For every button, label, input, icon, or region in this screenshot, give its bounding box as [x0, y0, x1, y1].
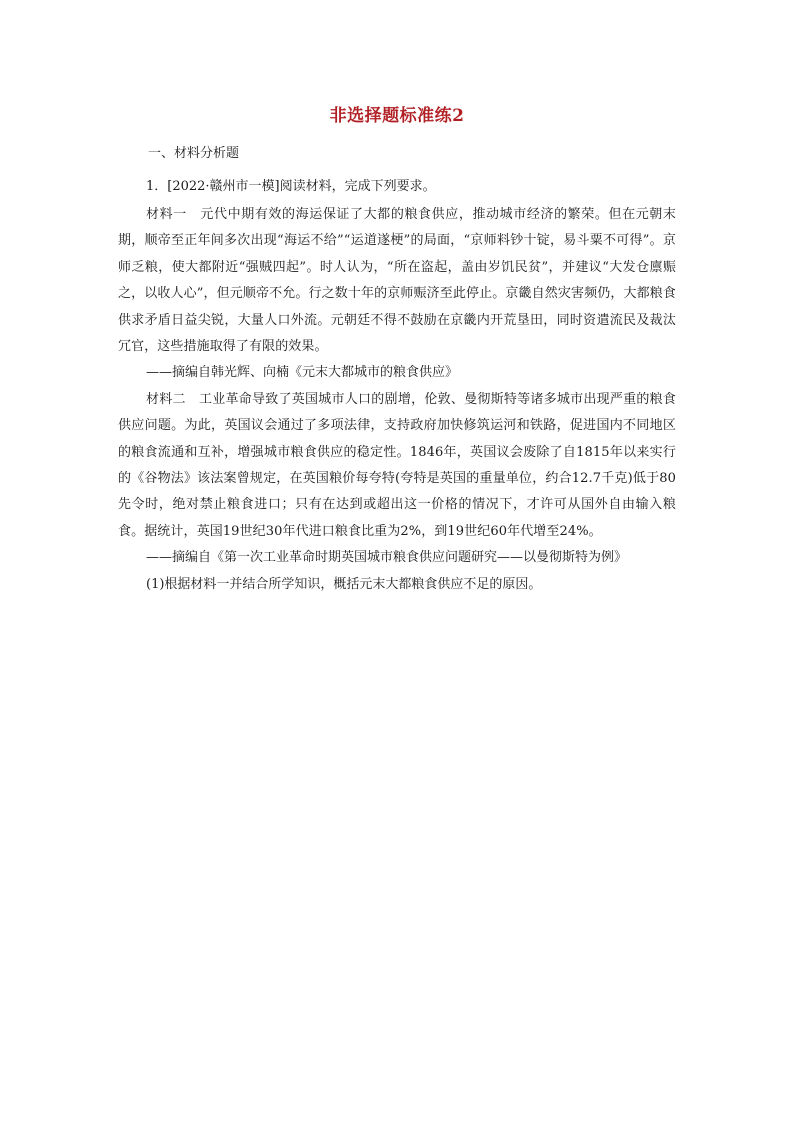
question-intro: 1．[2022·赣州市一模]阅读材料，完成下列要求。: [146, 179, 436, 194]
section-heading: 一、材料分析题: [148, 146, 240, 161]
material-one: 材料一 元代中期有效的海运保证了大都的粮食供应，推动城市经济的繁荣。但在元朝末期，顺帝至正年间多次出现“海运不给”“运道遂梗”的局面，“京师料钞十锭，易斗粟不可得”。京师乏粮，使大都附近“强贼四起”。时人认为，“所在盗起，盖由岁饥民贫”，并建议“大发仓廪赈之，以收人心”，但元顺帝不允。行之数十年的京师赈济至此停止。京畿自然灾害频仍，大都粮食供求矛盾日益尖锐，大量人口外流。元朝廷不得不鼓励在京畿内开荒垦田，同时资遣流民及裁汰冗官，这些措施取得了有限的效果。: [118, 207, 676, 355]
question-one: (1)根据材料一并结合所学知识，概括元末大都粮食供应不足的原因。: [146, 576, 542, 592]
document-page: [118, 104, 676, 598]
page-title: 非选择题标准练2: [329, 106, 465, 126]
material-one-source: ——摘编自韩光辉、向楠《元末大都城市的粮食供应》: [146, 365, 459, 381]
material-two: 材料二 工业革命导致了英国城市人口的剧增，伦敦、曼彻斯特等诸多城市出现严重的粮食供应问题。为此，英国议会通过了多项法律，支持政府加快修筑运河和铁路，促进国内不同地区的粮食流通和互补，增强城市粮食供应的稳定性。1846年，英国议会废除了自1815年以来实行的《谷物法》该法案曾规定，在英国粮价每夸特(夸特是英国的重量单位，约合12.7千克)低于80先令时，绝对禁止粮食进口；只有在达到或超出这一价格的情况下，才许可从国外自由输入粮食。据统计，英国19世纪30年代进口粮食比重为2%，到19世纪60年代增至24%。: [118, 391, 676, 539]
material-two-source: ——摘编自《第一次工业革命时期英国城市粮食供应问题研究——以曼彻斯特为例》: [146, 550, 628, 566]
